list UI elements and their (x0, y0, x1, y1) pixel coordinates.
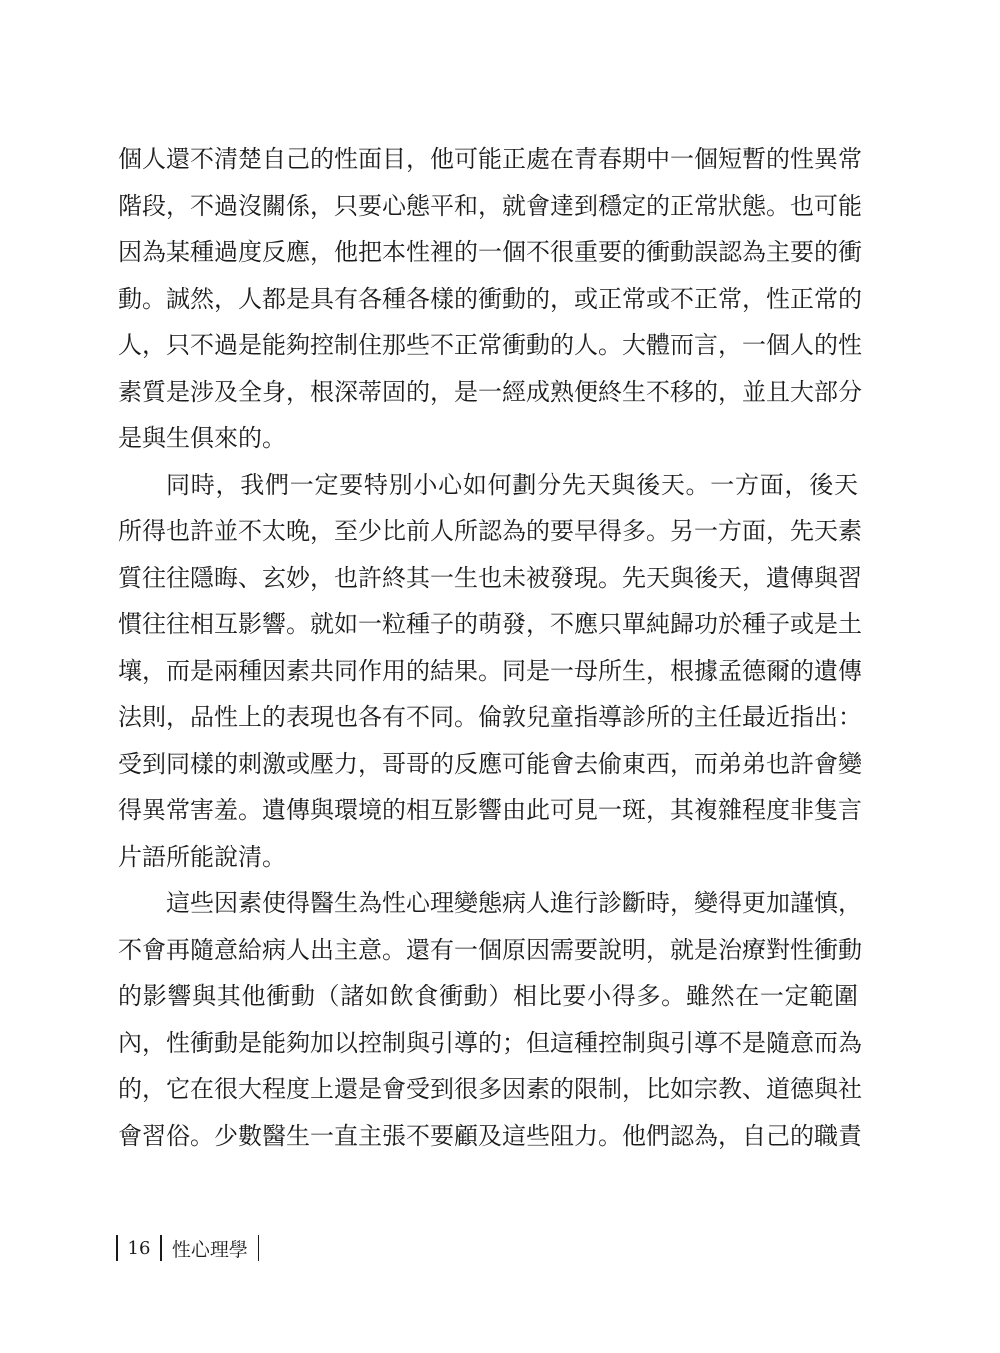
text-line: 得異常害羞。遺傳與環境的相互影響由此可見一斑，其複雜程度非隻言 (118, 796, 862, 824)
paragraph-3 (118, 880, 862, 1159)
text-line: 的影響與其他衝動（諸如飲食衝動）相比要小得多。雖然在一定範圍 (118, 982, 858, 1010)
text-line: 片語所能說清。 (118, 842, 286, 871)
text-line: 人，只不過是能夠控制住那些不正常衝動的人。大體而言，一個人的性 (118, 331, 862, 359)
text-line: 慣往往相互影響。就如一粒種子的萌發，不應只單純歸功於種子或是土 (118, 610, 862, 638)
text-line: 壤，而是兩種因素共同作用的結果。同是一母所生，根據孟德爾的遺傳 (118, 656, 862, 685)
text-line: 動。誠然，人都是具有各種各樣的衝動的，或正常或不正常，性正常的 (118, 284, 862, 313)
body-text (118, 136, 862, 1159)
text-line: 階段，不過沒關係，只要心態平和，就會達到穩定的正常狀態。也可能 (118, 191, 862, 220)
text-line: 不會再隨意給病人出主意。還有一個原因需要說明，就是治療對性衝動 (118, 935, 862, 964)
text-line: 所得也許並不太晚，至少比前人所認為的要早得多。另一方面，先天素 (118, 517, 862, 545)
text-line: 同時，我們一定要特別小心如何劃分先天與後天。一方面，後天 (166, 470, 858, 499)
page-number: 16 (127, 1237, 151, 1259)
text-line: 受到同樣的刺激或壓力，哥哥的反應可能會去偷東西，而弟弟也許會變 (118, 749, 862, 778)
paragraph-1 (118, 136, 862, 462)
text-line: 是與生俱來的。 (118, 424, 286, 452)
text-line: 法則，品性上的表現也各有不同。倫敦兒童指導診所的主任最近指出： (118, 703, 862, 731)
book-title: 性心理學 (171, 1238, 248, 1261)
text-line: 因為某種過度反應，他把本性裡的一個不很重要的衝動誤認為主要的衝 (118, 238, 862, 266)
text-line: 內，性衝動是能夠加以控制與引導的；但這種控制與引導不是隨意而為 (118, 1028, 862, 1057)
text-line: 素質是涉及全身，根深蒂固的，是一經成熟便終生不移的，並且大部分 (118, 377, 862, 406)
text-line: 個人還不清楚自己的性面目，他可能正處在青春期中一個短暫的性異常 (118, 145, 862, 173)
text-line: 質往往隱晦、玄妙，也許終其一生也未被發現。先天與後天，遺傳與習 (118, 563, 862, 592)
page-footer (116, 1232, 259, 1264)
text-line: 會習俗。少數醫生一直主張不要顧及這些阻力。他們認為，自己的職責 (118, 1121, 862, 1150)
footer-divider (258, 1235, 260, 1261)
text-line: 的，它在很大程度上還是會受到很多因素的限制，比如宗教、道德與社 (118, 1075, 862, 1103)
paragraph-2 (118, 462, 862, 881)
text-line: 這些因素使得醫生為性心理變態病人進行診斷時，變得更加謹慎， (166, 889, 862, 917)
